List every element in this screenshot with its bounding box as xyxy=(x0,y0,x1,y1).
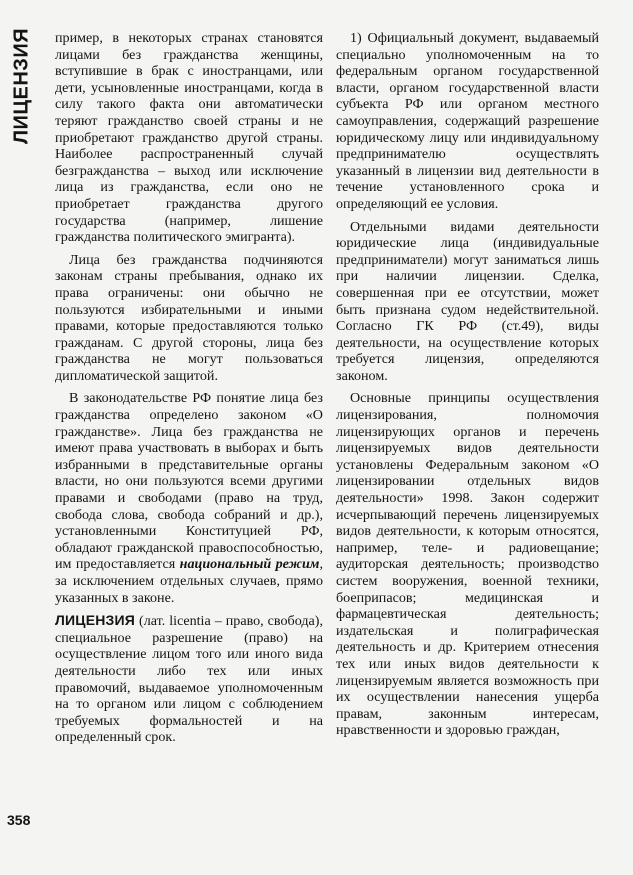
entry-headword: ЛИЦЕНЗИЯ xyxy=(55,612,136,629)
dictionary-entry-licence xyxy=(55,612,323,746)
page-number: 358 xyxy=(7,812,31,828)
right-paragraph-3: Основные принципы осуществления лицензирования, полномочия лицензирующих органов и перечень лицензируемых видов деятельности установлены Федеральным законом «О лицензировании отдельных видов деятельности» 1998. Закон содержит исчерпывающий перечень лицензируемых видов деятельности, к которым относятся, например, теле- и радиовещание; аудиторская деятельность; производство систем вооружения, военной техники, боеприпасов; медицинская и фармацевтическая деятельность; издательская и полиграфическая деятельность и др. Критерием отнесения тех или иных видов деятельности к лицензируемым является возможность при их осуществлении нанесения ущерба правам, законным интересам, нравственности и здоровью граждан, xyxy=(336,390,599,739)
right-paragraph-1: 1) Официальный документ, выдаваемый специально уполномоченным на то федеральным органом государственной власти, органом государственной власти субъекта РФ или органом местного самоуправления, содержащий разрешение юридическому лицу или индивидуальному предпринимателю осуществлять указанный в лицензии вид деятельности в течение установленного срока и определяющий ее условия. xyxy=(336,30,599,212)
right-paragraph-2: Отдельными видами деятельности юридические лица (индивидуальные предприниматели) могут заниматься лишь при наличии лицензии. Сделка, совершенная при ее отсутствии, может быть признана судом недействительной. Согласно ГК РФ (ст.49), виды деятельности, на осуществление которых требуется лицензия, определяются законом. xyxy=(336,218,599,384)
left-paragraph-3 xyxy=(55,390,323,606)
left-column xyxy=(55,30,323,752)
left-paragraph-1: пример, в некоторых странах становятся лицами без гражданства женщины, вступившие в брак с иностранцами, или дети, усыновленные иностранцами, когда в силу такого факта они автоматически теряют гражданство своей страны и не приобретают гражданство другой страны. Наиболее распространенный случай безгражданства – выход или исключение лица из гражданства, если оно не приобретает гражданства другого государства (например, лишение гражданства политического эмигранта). xyxy=(55,30,323,246)
entry-definition: (лат. licentia – право, свобода), специальное разрешение (право) на осуществление лицом того или иного вида деятельности либо тех или иных правомочий, выдаваемое уполномоченным на то органом или лицом с соблюдением требуемых формальностей и на определенный срок. xyxy=(55,613,323,746)
term-national-regime: национальный режим xyxy=(179,556,320,573)
left-paragraph-2: Лица без гражданства подчиняются законам страны пребывания, однако их права ограничены: они обычно не пользуются избирательными и иными правами, которые предоставляются только гражданам. С другой стороны, лица без гражданства не могут пользоваться дипломатической защитой. xyxy=(55,251,323,384)
running-head: ЛИЦЕНЗИЯ xyxy=(10,27,33,145)
left-paragraph-3-text-a: В законодательстве РФ понятие лица без гражданства определено законом «О гражданстве». Лица без гражданства не имеют права участвовать в выборах и быть избранными в представительные органы власти, но они пользуются всеми другими правами и свободами (право на труд, свобода слова, свобода собраний и др.), установленными Конституцией РФ, обладают гражданской правоспособностью, им предоставляется xyxy=(55,390,323,573)
right-column xyxy=(336,30,599,745)
left-paragraph-3-text-b: , за исключением отдельных случаев, прямо указанных в законе. xyxy=(55,556,323,606)
